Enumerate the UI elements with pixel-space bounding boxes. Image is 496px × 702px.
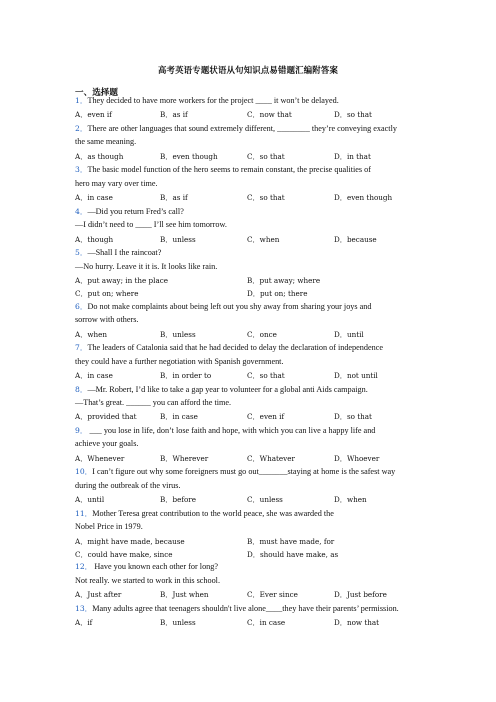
question-line [75,207,184,216]
question-text: The leaders of Catalonia said that he had decided to delay the declaration of independence [87,343,383,353]
question-line [75,343,383,352]
question-line [75,509,334,518]
answer-option: D．now that [334,618,380,628]
question-number: 7． [75,343,88,353]
answer-option: B．in order to [160,371,212,380]
answer-option: A．when [75,329,108,339]
question-number: 6． [75,301,88,311]
answer-option: B．unless [160,329,196,339]
answer-option: A．if [75,618,93,628]
question-text: There are other languages that sound extremely different, ________ they’re conveying exactly [87,124,397,133]
answer-option: A．Whenever [75,453,125,463]
answer-option: A．put away; in the place [75,276,169,285]
question-text: I can’t figure out why some foreigners must go out_______staying at home is the safest way [92,467,396,477]
answer-option: A．even if [75,110,112,120]
question-line [75,179,158,188]
question-number: 8． [75,384,88,394]
answer-option: B．before [160,495,197,505]
question-line [75,302,371,311]
answer-option: C．Whatever [247,453,295,463]
question-line [75,137,136,146]
answer-option: D．when [334,495,367,505]
answer-option: A．in case [75,193,113,203]
answer-option: C．so that [247,193,285,203]
question-line [75,481,181,490]
answer-option: C．so that [247,371,285,380]
question-text: —I didn’t need to ____ I’ll see him tomorrow. [75,220,227,230]
answer-option: C．now that [247,110,292,120]
question-text: Mother Teresa great contribution to the world peace, she was awarded the [92,508,334,518]
answer-option: D．not until [334,371,378,380]
question-number: 9． [75,426,88,435]
answer-option: C．so that [247,151,285,161]
answer-option: A．Just after [75,590,122,600]
answer-option: D．in that [334,151,371,161]
answer-option: A．as though [75,151,124,161]
question-line [75,562,218,571]
answer-option: C．once [247,329,277,339]
question-text: They decided to have more workers for the project ____ it won’t be delayed. [87,96,339,105]
question-line [75,124,397,133]
answer-option: B．Just when [160,590,209,600]
question-line [75,576,220,585]
answer-option: D．should have make, as [247,550,339,559]
answer-option: C．even if [247,412,285,422]
answer-option: A．in case [75,371,113,380]
question-text: —No hurry. Leave it it is. It looks like rain. [75,261,218,271]
question-line [75,165,371,174]
answer-option: B．put away; where [247,276,321,285]
answer-option: D．Just before [334,590,387,600]
question-text: —Shall I the raincoat? [87,248,162,258]
question-line [75,398,231,407]
question-text: during the outbreak of the virus. [75,480,181,490]
answer-option: A．provided that [75,412,137,422]
answer-option: D．so that [334,412,372,422]
answer-option: A．until [75,495,105,505]
answer-option: D．because [334,234,377,244]
question-line [75,385,368,394]
question-number: 4． [75,206,88,216]
question-text: hero may vary over time. [75,178,158,188]
question-line [75,315,138,324]
question-text: Nobel Price in 1979. [75,522,143,532]
question-number: 12． [75,562,93,572]
question-text: Many adults agree that teenagers shouldn't live alone____they have their parents’ permission. [92,603,399,613]
answer-option: A．might have made, because [75,536,185,546]
question-text: ___ you lose in life, don’t lose faith and hope, with which you can live a happy life and [87,426,376,435]
answer-option: C．when [247,234,280,244]
question-text: Do not make complaints about being left out you shy away from sharing your joys and [87,301,372,311]
answer-option: B．as if [160,110,188,120]
question-text: achieve your goals. [75,439,139,449]
answer-option: C．in case [247,618,286,628]
question-text: Not really. we started to work in this school. [75,575,220,585]
question-line [75,426,375,435]
question-line [75,357,284,366]
question-text: —Did you return Fred’s call? [87,206,184,216]
answer-option: D．so that [334,110,372,120]
question-text: The basic model function of the hero seems to remain constant, the precise qualities of [87,165,371,175]
question-line [75,439,138,448]
answer-option: B．must have made, for [247,536,335,546]
question-line [75,604,399,613]
answer-option: B．unless [160,618,196,628]
question-line [75,262,217,271]
answer-option: A．though [75,234,114,244]
question-number: 10． [75,467,93,477]
question-line [75,96,339,105]
question-text: Have you known each other for long? [92,562,218,572]
section-heading: 一、选择题 [75,88,118,98]
question-line [75,467,395,476]
answer-option: B．unless [160,234,196,244]
question-number: 3． [75,165,88,175]
answer-option: C．could have make, since [75,550,173,559]
question-number: 5． [75,248,88,258]
question-text: the same meaning. [75,137,137,147]
answer-option: D．Whoever [334,453,380,463]
question-text: —Mr. Robert, I’d like to take a gap year to volunteer for a global anti Aids campaign. [87,384,368,394]
answer-option: C．unless [247,495,283,505]
answer-option: B．as if [160,193,188,203]
question-number: 11． [75,508,93,518]
answer-option: D．put on; there [247,289,308,299]
answer-option: C．put on; where [75,289,139,299]
answer-option: C．Ever since [247,590,298,600]
question-number: 13． [75,603,93,613]
answer-option: B．even though [160,151,218,161]
question-text: —That’s great. ______ you can afford the time. [75,398,232,407]
answer-option: D．until [334,329,364,339]
page-title: 高考英语专题状语从句知识点易错题汇编附答案 [157,65,339,75]
question-line [75,522,143,531]
question-number: 2． [75,124,88,133]
question-line [75,220,227,229]
question-line [75,248,161,257]
answer-option: B．Wherever [160,453,209,463]
answer-option: D．even though [334,193,393,203]
question-text: they could have a further negotiation with Spanish government. [75,356,284,366]
question-number: 1． [75,96,88,105]
question-text: sorrow with others. [75,315,139,325]
answer-option: B．in case [160,412,198,422]
